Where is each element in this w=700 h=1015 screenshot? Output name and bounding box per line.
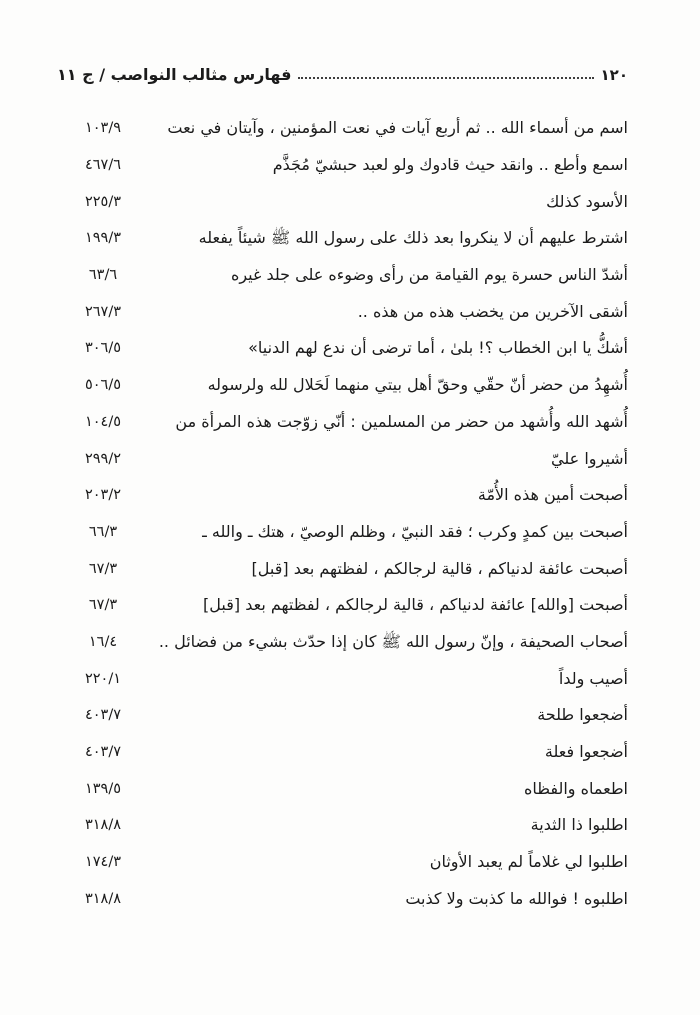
- index-entry-row: [57, 660, 628, 697]
- running-title: فهارس مثالب النواصب / ج ١١: [57, 64, 292, 84]
- entry-page-ref: ١٠٤/٥: [84, 413, 122, 430]
- entry-page-ref: ٦٧/٣: [88, 560, 118, 577]
- entry-text: أُشهِدُ من حضر أنّ حقّي وحقّ أهل بيتي منهما لَحَلال لله ولرسوله: [207, 375, 628, 395]
- entry-text: اطلبوه ! فوالله ما كذبت ولا كذبت: [405, 888, 628, 908]
- entry-page-ref: ٤٠٣/٧: [84, 707, 122, 724]
- index-entry-row: [57, 697, 628, 734]
- entry-text: أشقى الآخرين من يخضب هذه من هذه ..: [357, 301, 628, 321]
- index-entry-row: [57, 514, 628, 551]
- entry-text: أضجعوا فعلة: [544, 742, 628, 762]
- entry-page-ref: ٢٦٧/٣: [84, 303, 122, 320]
- entry-page-ref: ٣١٨/٨: [84, 817, 122, 834]
- entry-page-ref: ٢٢٥/٣: [84, 193, 122, 210]
- entry-page-ref: ٢٠٣/٢: [84, 487, 122, 504]
- entry-text: أشيروا عليّ: [551, 448, 628, 468]
- index-entry-row: [57, 183, 628, 220]
- index-entry-row: [57, 147, 628, 184]
- entry-page-ref: ١٣٩/٥: [84, 780, 122, 797]
- entry-text: الأسود كذلك: [546, 191, 628, 211]
- entry-page-ref: ٦٦/٣: [88, 523, 118, 540]
- entry-page-ref: ٢٩٩/٢: [84, 450, 122, 467]
- entry-text: أصبحت عائفة لدنياكم ، قالية لرجالكم ، لفظتهم بعد [قبل]: [251, 558, 628, 578]
- entry-page-ref: ٣١٨/٨: [84, 890, 122, 907]
- entry-text: أصبحت [والله] عائفة لدنياكم ، قالية لرجالكم ، لفظتهم بعد [قبل]: [203, 595, 628, 615]
- entry-page-ref: ١٧٤/٣: [84, 854, 122, 871]
- entry-page-ref: ٤٠٣/٧: [84, 744, 122, 761]
- entry-text: أصبحت أمين هذه الأُمّة: [477, 485, 628, 505]
- entry-text: أُشهد الله وأُشهد من حضر من المسلمين : أنّي زوّجت هذه المرأة من: [175, 411, 628, 431]
- index-entry-row: [57, 770, 628, 807]
- entry-page-ref: ١٩٩/٣: [84, 230, 122, 247]
- index-entry-row: [57, 110, 628, 147]
- index-entry-row: [57, 404, 628, 441]
- entry-text: أشدّ الناس حسرة يوم القيامة من رأى وضوءه على جلد غيره: [230, 265, 628, 285]
- entry-page-ref: ٦٣/٦: [88, 267, 118, 284]
- entry-text: أشكُّ يا ابن الخطاب ؟! بلىٰ ، أما ترضى أن ندع لهم الدنيا»: [248, 338, 628, 358]
- index-entry-row: [57, 844, 628, 881]
- index-entry-row: [57, 293, 628, 330]
- dot-leader: [298, 77, 593, 79]
- index-entry-row: [57, 624, 628, 661]
- index-entry-row: [57, 257, 628, 294]
- index-entry-row: [57, 587, 628, 624]
- index-entry-row: [57, 220, 628, 257]
- entry-text: اسم من أسماء الله .. ثم أربع آيات في نعت المؤمنين ، وآيتان في نعت: [167, 118, 628, 138]
- index-entry-row: [57, 550, 628, 587]
- entry-text: اطعماه والفظاه: [523, 778, 628, 798]
- entry-page-ref: ٣٠٦/٥: [84, 340, 122, 357]
- page-header: [57, 54, 628, 84]
- index-list: [57, 110, 628, 917]
- entry-text: أصيب ولداً: [558, 668, 628, 688]
- entry-page-ref: ١٦/٤: [88, 633, 118, 650]
- index-entry-row: [57, 440, 628, 477]
- index-entry-row: [57, 330, 628, 367]
- index-entry-row: [57, 807, 628, 844]
- page-number: ١٢٠: [600, 66, 628, 84]
- entry-text: أضجعوا طلحة: [537, 705, 628, 725]
- entry-page-ref: ٦٧/٣: [88, 597, 118, 614]
- entry-text: اطلبوا لي غلاماً لم يعبد الأوثان: [429, 852, 628, 872]
- index-entry-row: [57, 880, 628, 917]
- entry-page-ref: ١٠٣/٩: [84, 120, 122, 137]
- entry-text: أصحاب الصحيفة ، وإنّ رسول الله ﷺ كان إذا حدّث بشيء من فضائل ..: [158, 631, 628, 651]
- entry-page-ref: ٤٦٧/٦: [84, 157, 122, 174]
- entry-text: أصبحت بين كمدٍ وكرب ؛ فقد النبيّ ، وظلم الوصيّ ، هتك ـ والله ـ: [202, 521, 628, 541]
- entry-text: اسمع وأطع .. وانقد حيث قادوك ولو لعبد حبشيّ مُجَذَّم: [272, 155, 628, 175]
- entry-text: اشترط عليهم أن لا ينكروا بعد ذلك على رسول الله ﷺ شيئاً يفعله: [198, 228, 628, 248]
- entry-text: اطلبوا ذا الثدية: [530, 815, 628, 835]
- entry-page-ref: ٥٠٦/٥: [84, 377, 122, 394]
- index-entry-row: [57, 734, 628, 771]
- index-entry-row: [57, 477, 628, 514]
- index-entry-row: [57, 367, 628, 404]
- entry-page-ref: ٢٢٠/١: [84, 670, 122, 687]
